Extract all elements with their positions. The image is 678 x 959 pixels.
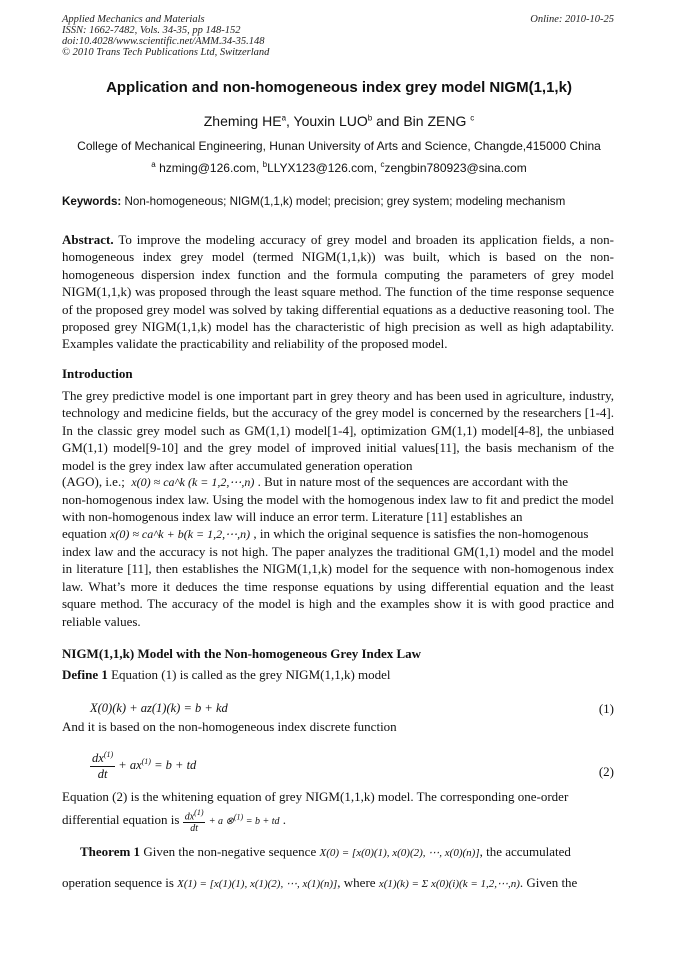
email-sup: b (262, 160, 268, 169)
author-separator: , (286, 113, 294, 129)
equation-1-number: (1) (598, 701, 614, 716)
ago-sequence-line (62, 875, 614, 891)
author-sup: b (367, 113, 373, 123)
email-address[interactable]: LLYX123@126.com, (267, 161, 381, 175)
inline-equation: X(1) = [x(1)(1), x(1)(2), ⋯, x(1)(n)] (177, 878, 338, 890)
intro-paragraph-2: non-homogenous index law. Using the model with the homogenous index law to fit and predict the model with non-homogenous index law will induce an error term. Literature [11] establishes an (62, 492, 614, 525)
issn: ISSN: 1662-7482, Vols. 34-35, pp 148-152 (62, 25, 241, 36)
running-header (62, 14, 269, 58)
inline-text: , where (337, 875, 376, 890)
theorem-label: Theorem 1 (80, 844, 141, 859)
email-sup: a (151, 160, 156, 169)
author-sup: c (470, 113, 475, 123)
online-date: Online: 2010-10-25 (530, 14, 614, 25)
equation-1: X(0)(k) + az(1)(k) = b + kd (90, 701, 228, 715)
keywords-label: Keywords: (62, 195, 122, 208)
equation-2-number: (2) (598, 764, 614, 779)
define-text: Equation (1) is called as the grey NIGM(1,1,k) model (111, 667, 391, 682)
copyright: © 2010 Trans Tech Publications Ltd, Switzerland (62, 47, 270, 58)
inline-equation: x(0) ≈ ca^k + b(k = 1,2,⋯,n) (110, 527, 251, 541)
doi: doi:10.4028/www.scientific.net/AMM.34-35.148 (62, 36, 265, 47)
section-heading-introduction: Introduction (62, 366, 133, 381)
inline-text: , the accumulated (479, 844, 571, 859)
author-name: Youxin LUO (293, 113, 368, 129)
inline-text: . But in nature most of the sequences are accordant with the (257, 474, 569, 489)
equation-2-follow: Equation (2) is the whitening equation of grey NIGM(1,1,k) model. The corresponding one-order (62, 789, 569, 804)
intro-paragraph-1: The grey predictive model is one important part in grey theory and has been used in agriculture, industry, technology and medicine fields, but the accuracy of the grey model is concerned by the researchers [1-4]. In the classic grey model such as GM(1,1) model[1-4], optimization GM(1,1) model[4-8], the unbiased GM(1,1) model[9-10] and the grey model of improved initial values[11], the basis mechanism of the model is the grey index law after accumulated generation operation (62, 388, 614, 473)
equation-2-fraction: $\frac{dx^{(1)}}{dt}$ (92, 750, 114, 782)
author-list (0, 113, 678, 129)
email-sup: c (380, 160, 385, 169)
inline-equation: x(0) ≈ ca^k (k = 1,2,⋯,n) (131, 475, 255, 489)
section-heading-nigm: NIGM(1,1,k) Model with the Non-homogeneous Grey Index Law (62, 646, 422, 661)
author-separator: and (372, 113, 404, 129)
intro-line-literature (62, 526, 614, 542)
define-label: Define 1 (62, 667, 108, 682)
author-name: Bin ZENG (403, 113, 467, 129)
inline-equation: x(1)(k) = Σ x(0)(i)(k = 1,2,⋯,n) (378, 878, 520, 890)
inline-text: equation (62, 526, 107, 541)
inline-text: , in which the original sequence is satisfies the non-homogenous (253, 526, 589, 541)
author-sup: a (281, 113, 287, 123)
equation-2: $\frac{dx^{(1)}}{dt}$ + $ax^{(1)} = b$ + td (92, 750, 197, 782)
theorem-1 (80, 844, 632, 860)
abstract-label: Abstract. (62, 232, 114, 247)
abstract (62, 231, 614, 353)
equation-1-follow: And it is based on the non-homogeneous index discrete function (62, 719, 397, 734)
email-address[interactable]: zengbin780923@sina.com (384, 161, 527, 175)
intro-line-ago (62, 474, 614, 490)
inline-text: differential equation is (62, 812, 180, 828)
abstract-text: To improve the modeling accuracy of grey model and broaden its application fields, a non-homogeneous index grey model (termed NIGM(1,1,k)) was built, which is based on the non-homogeneous dispersion index function and the formula computing the parameters of grey model NIGM(1,1,k) was proposed through the least square method. The function of the time response sequence of the proposed grey model was solved by taking differential equations as a deductive reasoning tool. The proposed grey NIGM(1,1,k) model has the characteristic of high precision as well as high adaptability. Examples validate the practicability and reliability of the proposed model. (62, 232, 615, 352)
differential-equation-line: differential equation is $\frac{dx^{(1)}}{dt}$ + a ⊗$^{(1)}$ = b + td . (62, 808, 286, 835)
email-list (0, 160, 678, 175)
inline-equation: X(0) = [x(0)(1), x(0)(2), ⋯, x(0)(n)] (319, 847, 480, 859)
define-1 (62, 667, 614, 683)
keywords (62, 195, 622, 208)
journal-name: Applied Mechanics and Materials (62, 14, 205, 25)
inline-text: (AGO), i.e.; (62, 474, 125, 489)
inline-text: . Given the (519, 875, 578, 890)
author-name: Zheming HE (203, 113, 282, 129)
intro-paragraph-3: index law and the accuracy is not high. The paper analyzes the traditional GM(1,1) model and the model in literature [11], then establishes the NIGM(1,1,k) model for the sequence with non-homogenous index law. What’s more it deduces the time response equations by using differential equation and the least square method. The accuracy of the model is high and the examples show it is with good practice and reliable values. (62, 544, 614, 629)
paper-title: Application and non-homogeneous index grey model NIGM(1,1,k) (106, 79, 572, 96)
keywords-text: Non-homogeneous; NIGM(1,1,k) model; precision; grey system; modeling mechanism (124, 195, 566, 208)
differential-fraction: $\frac{dx^{(1)}}{dt}$ (184, 808, 204, 835)
inline-text: operation sequence is (62, 875, 174, 890)
affiliation: College of Mechanical Engineering, Hunan University of Arts and Science, Changde,415000 China (77, 139, 601, 153)
email-address[interactable]: hzming@126.com, (159, 161, 263, 175)
inline-text: Given the non-negative sequence (143, 844, 317, 859)
